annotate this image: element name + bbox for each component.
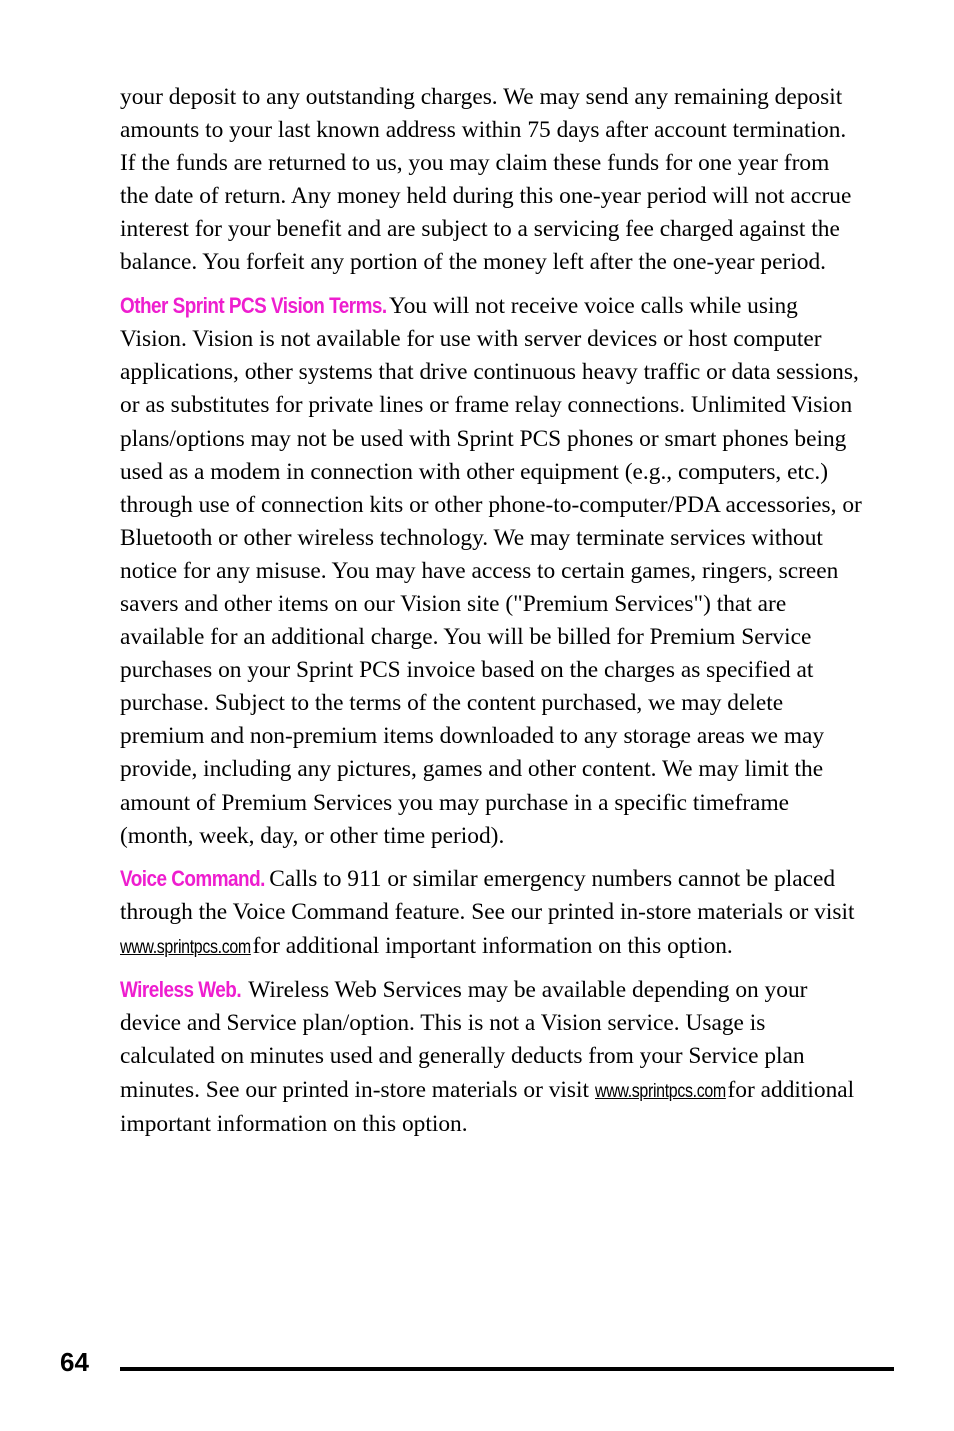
vision-terms-paragraph: [120, 289, 862, 853]
page-number: 64: [60, 1347, 89, 1377]
voice-command-text-before: Calls to 911 or similar emergency numbers cannot be placed through the Voice Command feature. See our printed in-store materials or visit: [120, 866, 855, 926]
footer-rule: [120, 1367, 894, 1371]
wireless-web-text-after: for additional important information on this option.: [120, 1076, 855, 1137]
voice-command-link[interactable]: www.sprintpcs.com: [120, 936, 251, 958]
wireless-web-text-before: Wireless Web Services may be available depending on your device and Service plan/option. This is not a Vision service. Usage is calculated on minutes used and generally deducts from your Service plan minutes. See our printed in-store materials or visit: [120, 977, 808, 1103]
deposit-text: your deposit to any outstanding charges. We may send any remaining deposit amounts to your last known address within 75 days after account termination. If the funds are returned to us, you may claim these funds for one year from the date of return. Any money held during this one-year period will not accrue interest for your benefit and are subject to a servicing fee charged against the balance. You forfeit any portion of the money left after the one-year period.: [120, 84, 852, 276]
page-footer: [60, 1345, 894, 1381]
voice-command-text-after: for additional important information on this option.: [246, 932, 733, 959]
wireless-web-heading: Wireless Web.: [120, 977, 242, 1003]
deposit-paragraph: [120, 81, 862, 280]
vision-terms-heading: Other Sprint PCS Vision Terms.: [120, 293, 387, 319]
document-body: [120, 81, 862, 1150]
voice-command-heading: Voice Command.: [120, 866, 265, 892]
voice-command-paragraph: [120, 862, 862, 963]
wireless-web-link[interactable]: www.sprintpcs.com: [594, 1080, 726, 1102]
vision-terms-text: You will not receive voice calls while using Vision. Vision is not available for use with server devices or host computer applications, other systems that drive continuous heavy traffic or data sessions, or as substitutes for private lines or frame relay connections. Unlimited Vision plans/options may not be used with Sprint PCS phones or smart phones being used as a modem in connection with other equipment (e.g., computers, etc.) through use of connection kits or other phone-to-computer/PDA accessories, or Bluetooth or other wireless technology. We may terminate services without notice for any misuse. You may have access to certain games, ringers, screen savers and other items on our Vision site ("Premium Services") that are available for an additional charge. You will be billed for Premium Service purchases on your Sprint PCS invoice based on the charges as specified at purchase. Subject to the terms of the content purchased, we may delete premium and non-premium items downloaded to any storage areas we may provide, including any pictures, games and other content. We may limit the amount of Premium Services you may purchase in a specific timeframe (month, week, day, or other time period).: [120, 293, 862, 849]
wireless-web-paragraph: [120, 973, 862, 1140]
